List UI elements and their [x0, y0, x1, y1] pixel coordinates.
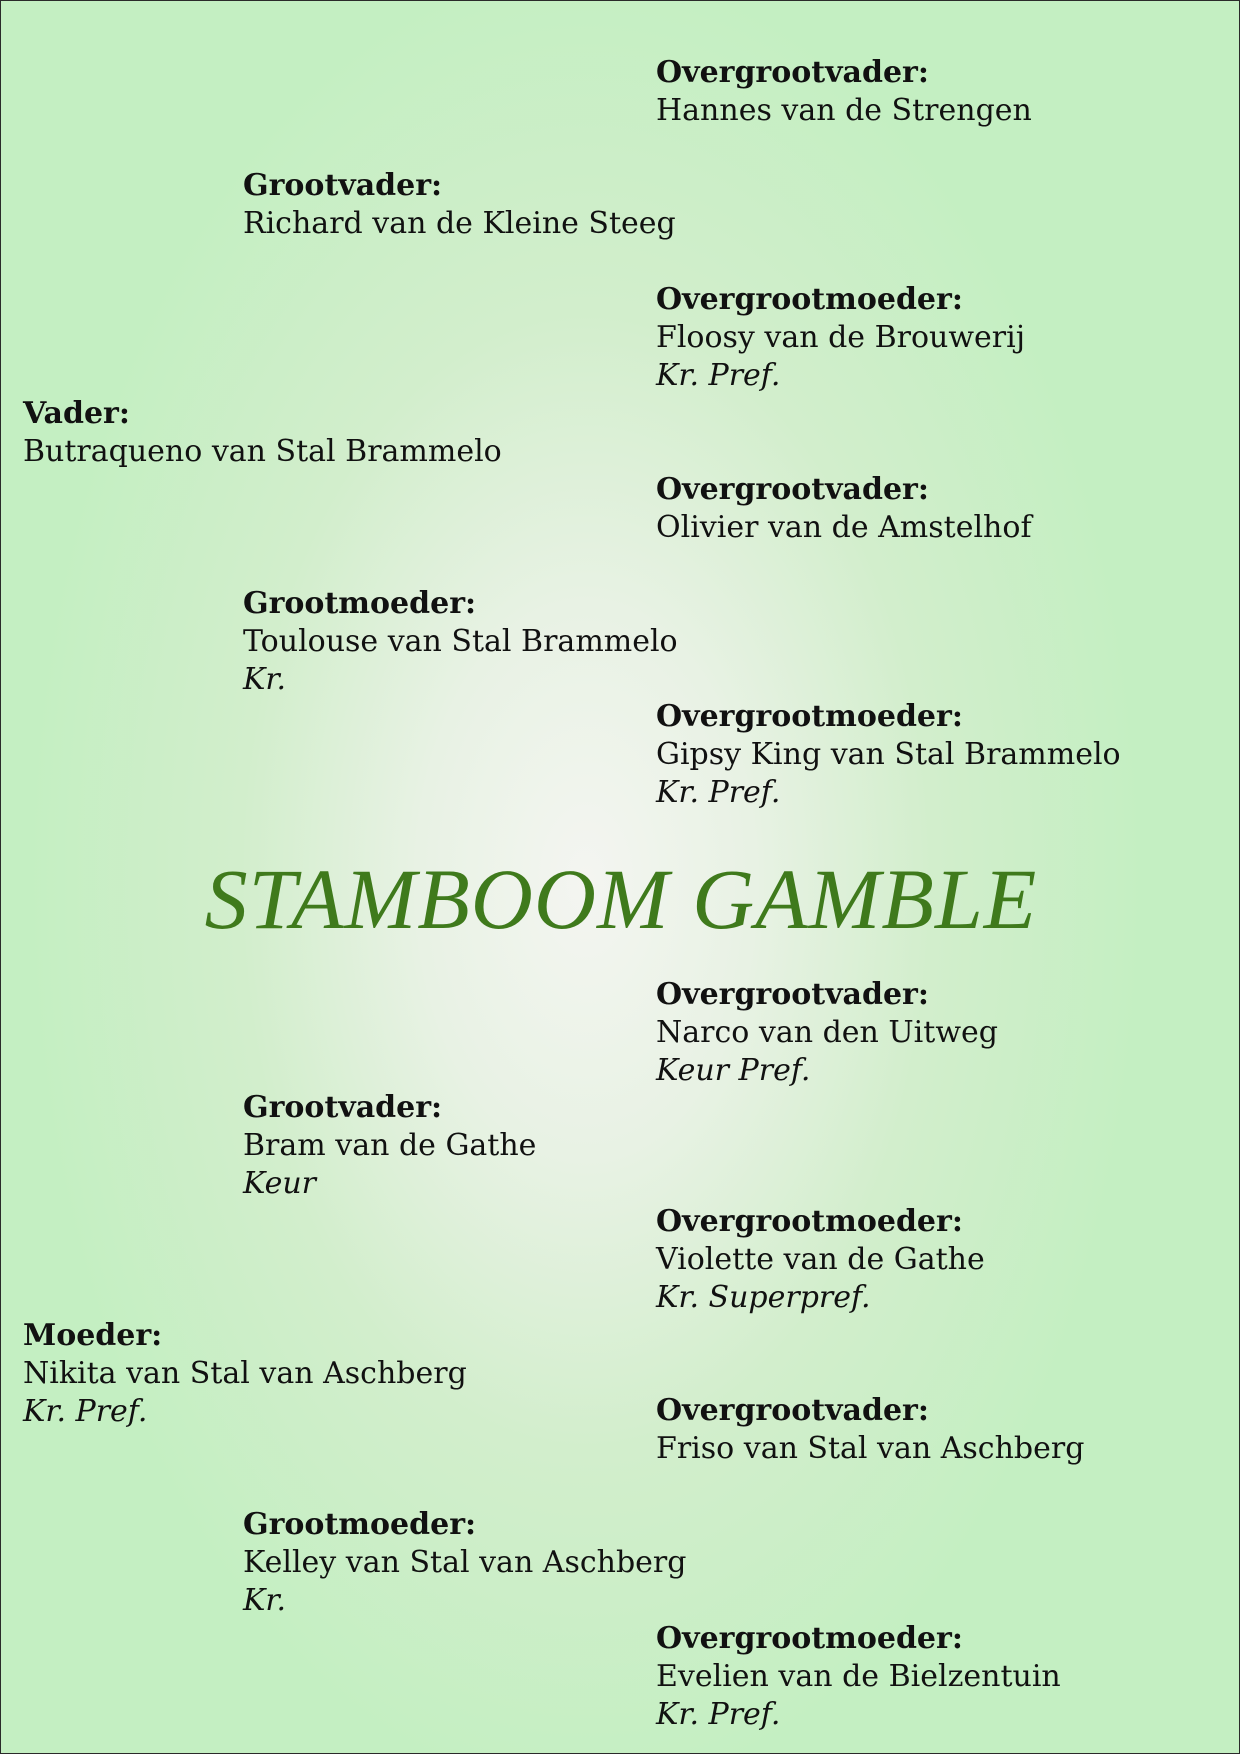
vader-grootvader-overgrootvader-entry	[656, 54, 1032, 130]
entry-name: Evelien van de Bielzentuin	[656, 1659, 1061, 1694]
vader-entry	[23, 395, 502, 471]
moeder-grootmoeder-overgrootmoeder-entry	[656, 1620, 1061, 1734]
entry-name: Kelley van Stal van Aschberg	[243, 1545, 687, 1580]
moeder-entry	[23, 1317, 467, 1431]
entry-name: Richard van de Kleine Steeg	[243, 206, 676, 241]
entry-name: Floosy van de Brouwerij	[656, 320, 1026, 355]
entry-rating: Keur	[243, 1166, 317, 1201]
moeder-grootmoeder-entry	[243, 1506, 686, 1620]
entry-name: Violette van de Gathe	[656, 1242, 985, 1277]
entry-rating: Kr. Superpref.	[656, 1280, 871, 1315]
moeder-grootvader-entry	[243, 1089, 536, 1203]
vader-grootmoeder-overgrootvader-entry	[656, 471, 1032, 547]
entry-rating: Kr. Pref.	[656, 775, 781, 810]
entry-role: Grootvader:	[243, 1090, 443, 1125]
entry-name: Gipsy King van Stal Brammelo	[656, 737, 1121, 772]
entry-role: Moeder:	[23, 1318, 163, 1353]
moeder-grootmoeder-overgrootvader-entry	[656, 1392, 1084, 1468]
entry-role: Overgrootvader:	[656, 977, 929, 1012]
entry-name: Friso van Stal van Aschberg	[656, 1431, 1085, 1466]
moeder-grootvader-overgrootvader-entry	[656, 976, 998, 1090]
entry-role: Overgrootvader:	[656, 472, 929, 507]
entry-name: Toulouse van Stal Brammelo	[243, 624, 678, 659]
entry-role: Overgrootmoeder:	[656, 1621, 963, 1656]
vader-grootmoeder-overgrootmoeder-entry	[656, 698, 1121, 812]
moeder-grootvader-overgrootmoeder-entry	[656, 1203, 985, 1317]
entry-name: Butraqueno van Stal Brammelo	[23, 434, 502, 469]
entry-rating: Kr.	[243, 1583, 286, 1618]
entry-role: Overgrootvader:	[656, 55, 929, 90]
entry-name: Olivier van de Amstelhof	[656, 510, 1032, 545]
entry-name: Nikita van Stal van Aschberg	[23, 1356, 467, 1391]
entry-role: Vader:	[23, 396, 130, 431]
entry-role: Overgrootmoeder:	[656, 282, 963, 317]
entry-rating: Kr.	[243, 662, 286, 697]
entry-name: Hannes van de Strengen	[656, 93, 1032, 128]
page-title: STAMBOOM GAMBLE	[204, 851, 1038, 947]
entry-role: Overgrootvader:	[656, 1393, 929, 1428]
vader-grootvader-entry	[243, 167, 676, 243]
entry-name: Bram van de Gathe	[243, 1128, 537, 1163]
entry-role: Overgrootmoeder:	[656, 1204, 963, 1239]
entry-role: Grootmoeder:	[243, 586, 477, 621]
entry-rating: Kr. Pref.	[656, 1697, 781, 1732]
entry-role: Grootvader:	[243, 168, 443, 203]
vader-grootvader-overgrootmoeder-entry	[656, 281, 1025, 395]
entry-role: Overgrootmoeder:	[656, 699, 963, 734]
entry-rating: Kr. Pref.	[23, 1394, 148, 1429]
vader-grootmoeder-entry	[243, 585, 678, 699]
entry-rating: Kr. Pref.	[656, 358, 781, 393]
entry-role: Grootmoeder:	[243, 1507, 477, 1542]
entry-rating: Keur Pref.	[656, 1053, 811, 1088]
entry-name: Narco van den Uitweg	[656, 1015, 998, 1050]
